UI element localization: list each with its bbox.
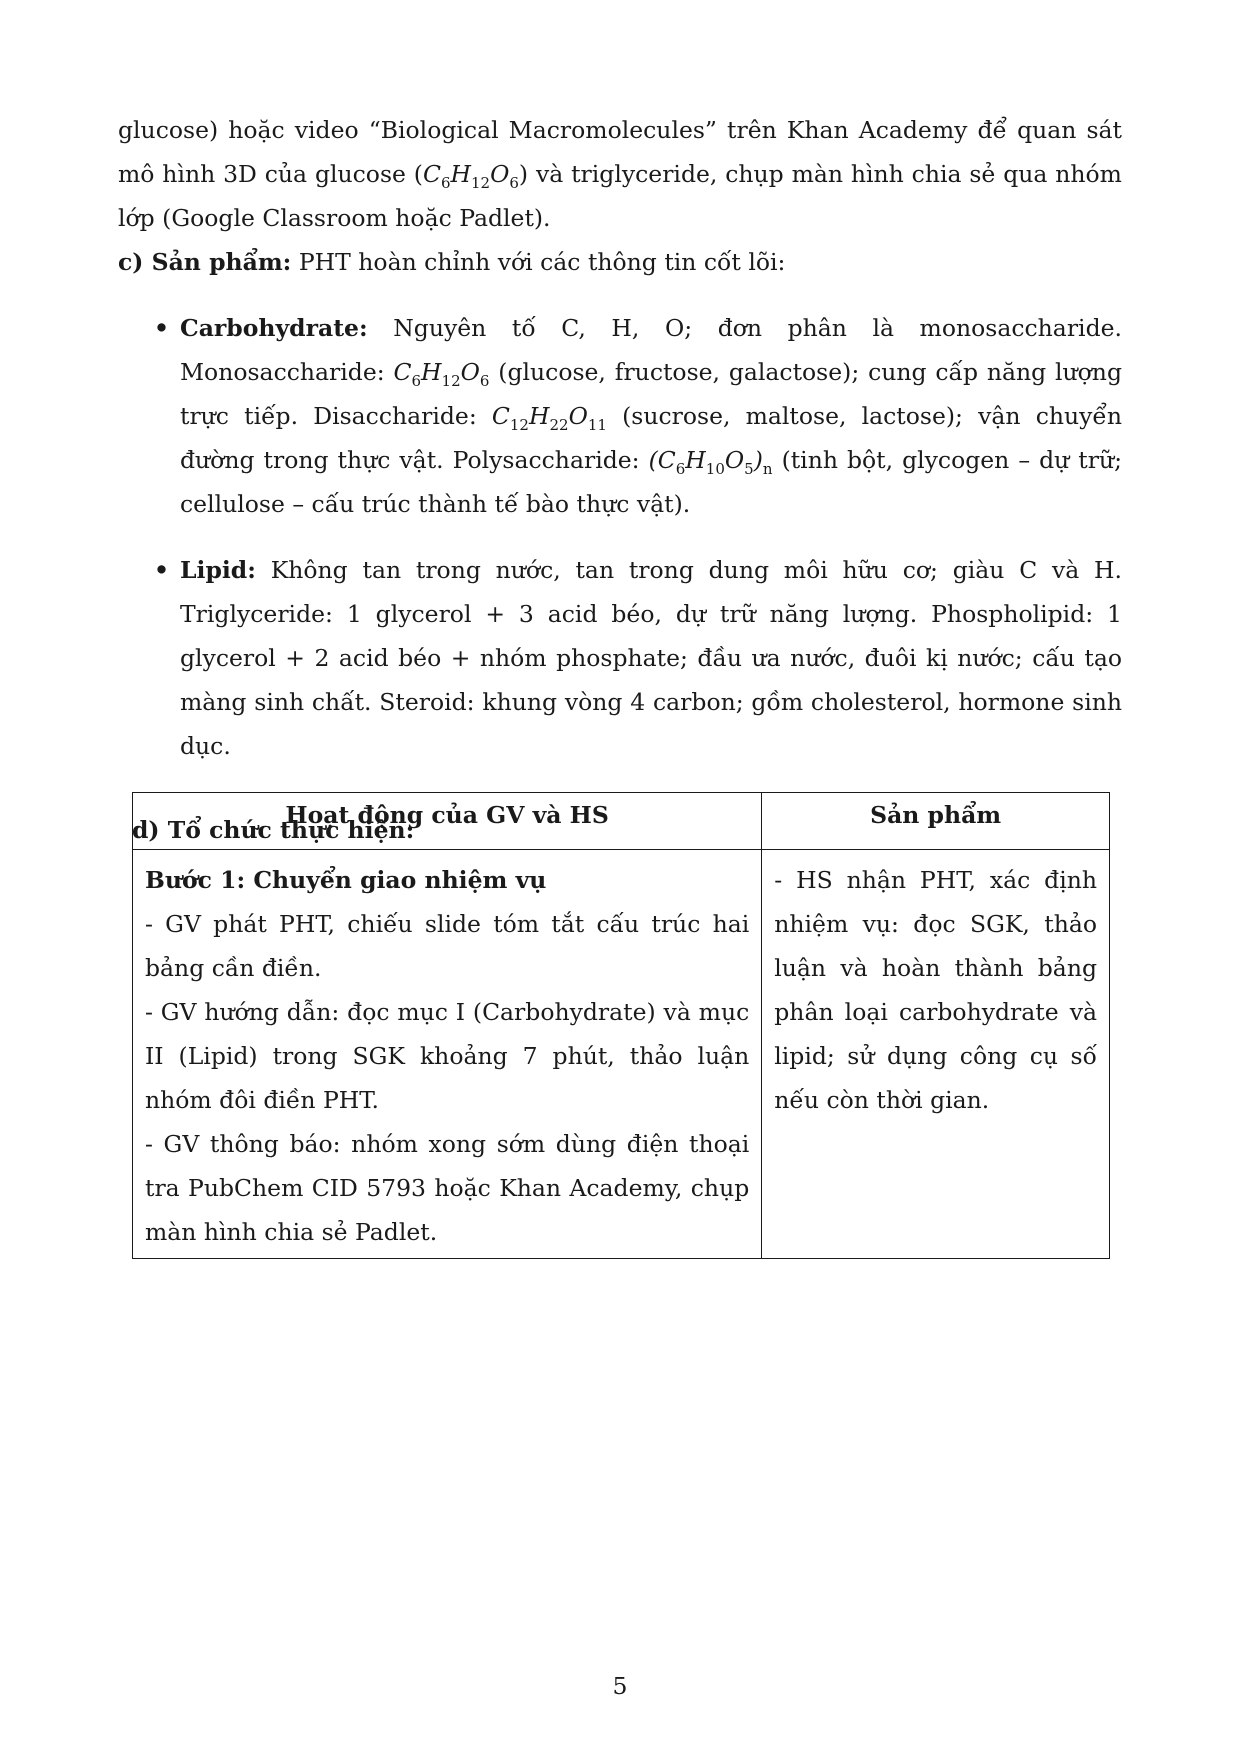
header-product: Sản phẩm xyxy=(762,793,1110,850)
disaccharide-formula: $C_{12}H_{22}O_{11}$ xyxy=(491,402,607,434)
monosaccharide-formula: $C_6H_{12}O_6$ xyxy=(393,358,490,390)
glucose-formula: $C_6H_{12}O_6$ xyxy=(422,160,519,192)
section-c-heading: c) Sản phẩm: xyxy=(118,248,292,276)
activity-line-2: - GV hướng dẫn: đọc mục I (Carbohydrate) và mục II (Lipid) trong SGK khoảng 7 phút, thảo luận nhóm đôi điền PHT. xyxy=(145,998,750,1114)
carbohydrate-text-2: (glucose, fructose, galactose); cung cấp năng lượng trực tiếp. Disaccharide: xyxy=(180,358,1122,430)
table-header-row xyxy=(133,793,1110,850)
table-row xyxy=(133,850,1110,1259)
section-d-heading: d) Tổ chức thực hiện: xyxy=(132,816,415,844)
bullet-icon: • xyxy=(154,314,170,342)
intro-line-3: hoặc Padlet). xyxy=(395,204,551,232)
activity-table xyxy=(132,792,1110,1259)
activity-line-1: - GV phát PHT, chiếu slide tóm tắt cấu trúc hai bảng cần điền. xyxy=(145,910,750,982)
product-cell: - HS nhận PHT, xác định nhiệm vụ: đọc SGK, thảo luận và hoàn thành bảng phân loại carbohydrate và lipid; sử dụng công cụ số nếu còn thời gian. xyxy=(762,850,1110,1259)
bullet-icon: • xyxy=(154,556,170,584)
page-number: 5 xyxy=(612,1672,628,1700)
carbohydrate-label: Carbohydrate: xyxy=(180,314,368,342)
carbohydrate-text-4: (tinh bột, glycogen – dự trữ; cellulose – cấu trúc thành tế bào thực vật). xyxy=(180,446,1123,518)
carbohydrate-text-3: (sucrose, maltose, lactose); vận chuyển đường trong thực vật. Polysaccharide: xyxy=(180,402,1122,474)
bullet-carbohydrate xyxy=(118,306,1122,526)
intro-line-2b: ) và triglyceride, chụp màn hình chia sẻ qua nhóm lớp (Google Classroom xyxy=(118,160,1122,232)
content-bullet-list xyxy=(118,306,1122,768)
section-c xyxy=(118,240,1122,284)
header-activities: Hoạt động của GV và HS xyxy=(133,793,762,850)
polysaccharide-formula: $(C_6H_{10}O_5)_n$ xyxy=(648,446,773,478)
intro-paragraph xyxy=(118,108,1122,240)
activity-cell xyxy=(133,850,762,1259)
activity-line-3: - GV thông báo: nhóm xong sớm dùng điện thoại tra PubChem CID 5793 hoặc Khan Academy, chụp màn hình chia sẻ Padlet. xyxy=(145,1130,750,1246)
intro-line-2a: của glucose ( xyxy=(264,160,423,188)
bullet-lipid xyxy=(118,548,1122,768)
step-title: Bước 1: Chuyển giao nhiệm vụ xyxy=(145,866,547,894)
lipid-text: Không tan trong nước, tan trong dung môi hữu cơ; giàu C và H. Triglyceride: 1 glycerol + 3 acid béo, dự trữ năng lượng. Phospholipid: 1 glycerol + 2 acid béo + nhóm phosphate; đầu ưa nước, đuôi kị nước; cấu tạo màng sinh chất. Steroid: khung vòng 4 carbon; gồm cholesterol, hormone sinh dục. xyxy=(180,556,1122,760)
lipid-label: Lipid: xyxy=(180,556,256,584)
carbohydrate-text-1: Nguyên tố C, H, O; đơn phân là monosaccharide. Monosaccharide: xyxy=(180,314,1122,386)
section-c-text: PHT hoàn chỉnh với các thông tin cốt lõi: xyxy=(291,248,786,276)
intro-line-1: glucose) hoặc video “Biological Macromolecules” trên Khan Academy để quan sát mô hình 3D xyxy=(118,116,1122,188)
page-body xyxy=(118,108,1122,852)
